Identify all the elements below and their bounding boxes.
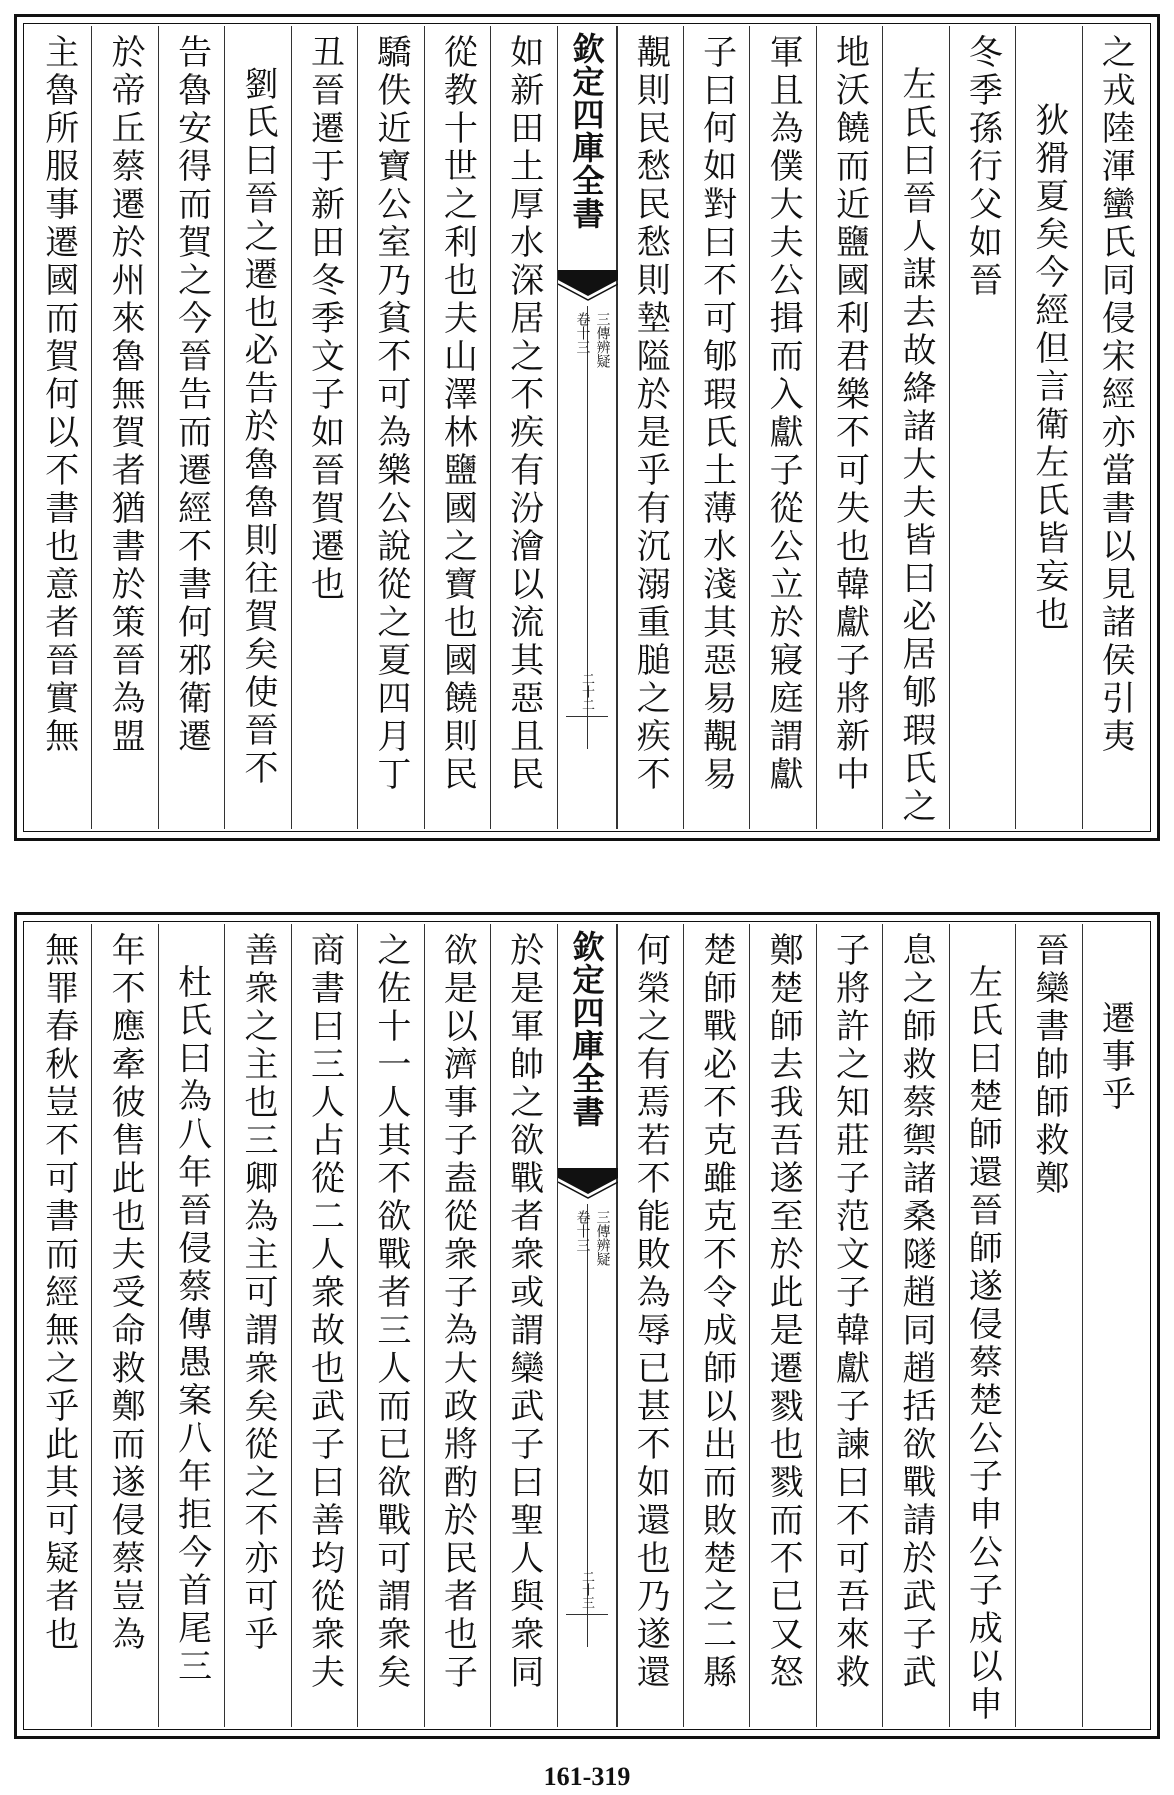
page-number: 161-319 <box>543 1762 631 1791</box>
text-column <box>91 26 157 829</box>
column-text: 杜氏曰為八年晉侵蔡傳愚案八年拒今首尾三 <box>171 964 212 1686</box>
text-column <box>617 924 683 1727</box>
column-text: 告魯安得而賀之今晉告而遷經不書何邪衛遷 <box>171 34 212 756</box>
text-column <box>224 924 290 1727</box>
text-column <box>617 26 683 829</box>
text-column <box>1015 26 1081 829</box>
text-column <box>1082 924 1148 1727</box>
text-column <box>26 924 91 1727</box>
column-text: 覯則民愁民愁則墊隘於是乎有沉溺重膇之疾不 <box>630 34 671 794</box>
juan-number: 卷十三 <box>574 312 591 354</box>
center-fold <box>557 26 617 829</box>
column-text: 子將許之知莊子范文子韓獻子諫曰不可吾來救 <box>829 932 870 1692</box>
column-text: 晉欒書帥師救鄭 <box>1028 932 1069 1198</box>
column-text: 冬季孫行父如晉 <box>962 34 1003 300</box>
text-column <box>882 26 948 829</box>
text-column <box>357 26 423 829</box>
book-title: 三傳辨疑 <box>594 312 611 368</box>
text-column <box>490 26 556 829</box>
text-column <box>683 924 749 1727</box>
column-text: 商書曰三人占從二人衆故也武子曰善均從衆夫 <box>304 932 345 1692</box>
text-column <box>1082 26 1148 829</box>
column-text: 之戎陸渾蠻氏同侵宋經亦當書以見諸侯引夷 <box>1095 34 1136 756</box>
folio-divider <box>566 716 608 717</box>
center-fold <box>557 924 617 1727</box>
text-column <box>683 26 749 829</box>
column-text: 遷事乎 <box>1095 1000 1136 1114</box>
text-column <box>949 924 1015 1727</box>
center-title: 欽定四庫全書 <box>567 930 606 1128</box>
column-text: 主魯所服事遷國而賀何以不書也意者晉實無 <box>38 34 79 756</box>
folio-number: 二十三 <box>579 1570 594 1609</box>
fishtail-mark <box>558 1168 618 1202</box>
folio-divider <box>566 1614 608 1615</box>
text-column <box>224 26 290 829</box>
text-column <box>749 26 815 829</box>
column-text: 年不應牽彼售此也夫受命救鄭而遂侵蔡豈為 <box>105 932 146 1654</box>
text-column <box>1015 924 1081 1727</box>
text-column <box>158 924 224 1727</box>
column-text: 地沃饒而近鹽國利君樂不可失也韓獻子將新中 <box>829 34 870 794</box>
column-text: 子曰何如對曰不可郇瑕氏土薄水淺其惡易覯易 <box>696 34 737 794</box>
column-text: 驕佚近寶公室乃貧不可為樂公說從之夏四月丁 <box>370 34 411 794</box>
fishtail-mark <box>558 270 618 304</box>
text-column <box>749 924 815 1727</box>
text-column <box>291 924 357 1727</box>
text-columns <box>26 924 1148 1727</box>
text-column <box>291 26 357 829</box>
text-column <box>882 924 948 1727</box>
column-text: 何榮之有焉若不能敗為辱已甚不如還也乃遂還 <box>630 932 671 1692</box>
column-text: 善衆之主也三卿為主可謂衆矣從之不亦可乎 <box>238 932 279 1654</box>
page-lower <box>14 912 1160 1739</box>
text-column <box>490 924 556 1727</box>
text-column <box>424 924 490 1727</box>
column-text: 左氏曰晉人謀去故絳諸大夫皆曰必居郇瑕氏之 <box>895 66 936 826</box>
column-text: 楚師戰必不克雖克不令成師以出而敗楚之二縣 <box>696 932 737 1692</box>
column-text: 狄猾夏矣今經但言衛左氏皆妄也 <box>1028 102 1069 634</box>
column-text: 息之師救蔡禦諸桑隧趙同趙括欲戰請於武子武 <box>895 932 936 1692</box>
column-text: 劉氏曰晉之遷也必告於魯魯則往賀矣使晉不 <box>238 66 279 788</box>
text-column <box>26 26 91 829</box>
column-text: 欲是以濟事子盍從衆子為大政將酌於民者也子 <box>437 932 478 1692</box>
column-text: 無罪春秋豈不可書而經無之乎此其可疑者也 <box>38 932 79 1654</box>
text-column <box>816 26 882 829</box>
page-upper <box>14 14 1160 841</box>
column-text: 鄭楚師去我吾遂至於此是遷戮也戮而不已又怒 <box>763 932 804 1692</box>
column-text: 左氏曰楚師還晉師遂侵蔡楚公子申公子成以申 <box>962 964 1003 1724</box>
column-text: 於帝丘蔡遷於州來魯無賀者猶書於策晉為盟 <box>105 34 146 756</box>
text-columns <box>26 26 1148 829</box>
text-column <box>91 924 157 1727</box>
column-text: 從教十世之利也夫山澤林鹽國之寶也國饒則民 <box>437 34 478 794</box>
column-text: 於是軍帥之欲戰者衆或謂欒武子曰聖人與衆同 <box>503 932 544 1692</box>
center-title: 欽定四庫全書 <box>567 32 606 230</box>
text-column <box>424 26 490 829</box>
text-column <box>816 924 882 1727</box>
column-text: 之佐十一人其不欲戰者三人而已欲戰可謂衆矣 <box>370 932 411 1692</box>
folio-number: 二十二 <box>579 672 594 711</box>
juan-number: 卷十三 <box>574 1210 591 1252</box>
book-title: 三傳辨疑 <box>594 1210 611 1266</box>
text-column <box>158 26 224 829</box>
text-column <box>357 924 423 1727</box>
column-text: 丑晉遷于新田冬季文子如晉賀遷也 <box>304 34 345 604</box>
column-text: 如新田土厚水深居之不疾有汾澮以流其惡且民 <box>503 34 544 794</box>
text-column <box>949 26 1015 829</box>
column-text: 軍且為僕大夫公揖而入獻子從公立於寢庭謂獻 <box>763 34 804 794</box>
